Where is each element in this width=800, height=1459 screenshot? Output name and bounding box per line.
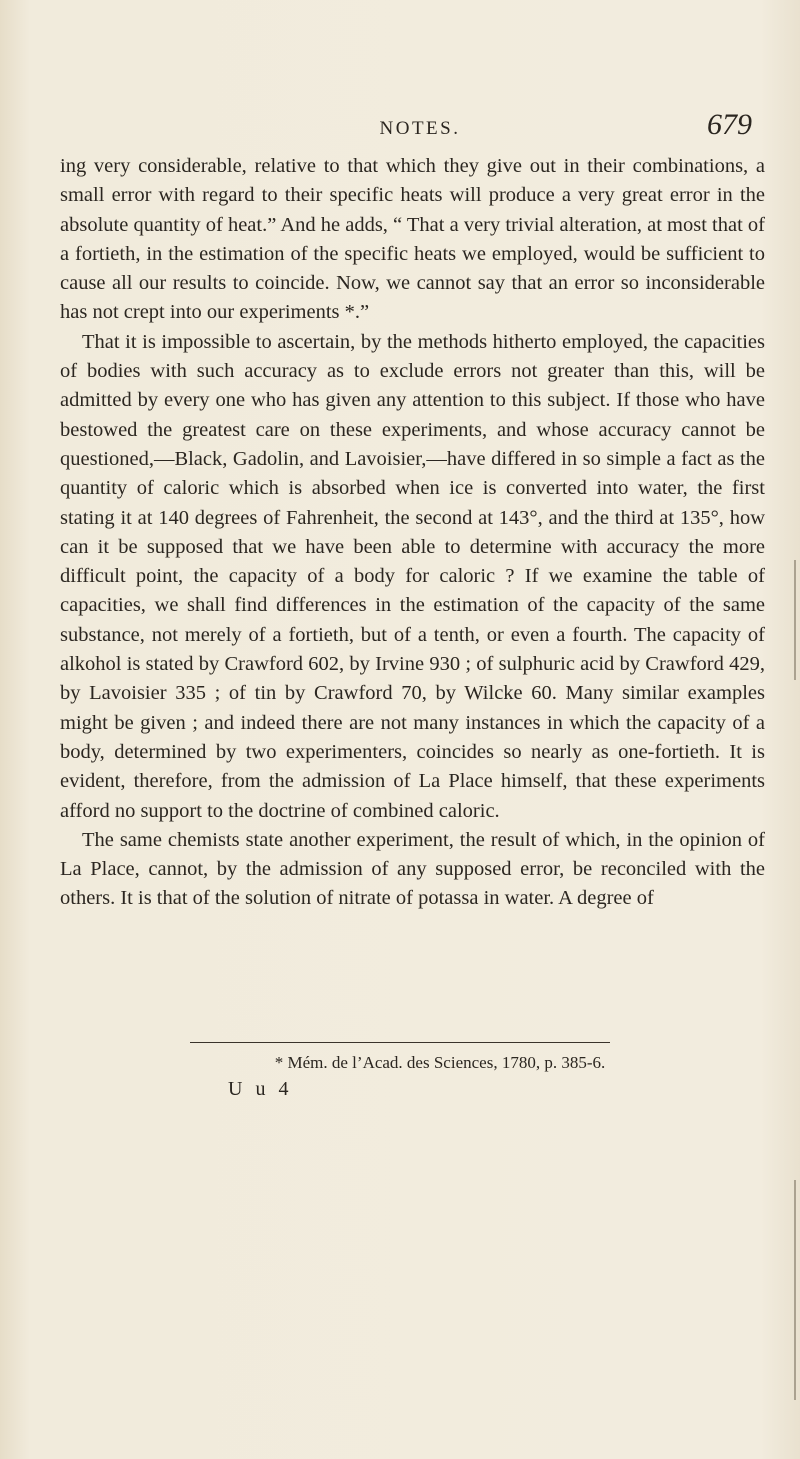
paragraph-3: The same chemists state another experiment, the result of which, in the opinion of La Place, cannot, by the admission of any supposed error, be reconciled with the others. It is that of the solution of nitrate of potassa in water. A degree of [60,828,765,910]
body-text [60,152,765,914]
paragraph-1: ing very considerable, relative to that which they give out in their combinations, a small error with regard to their specific heats will produce a very great error in the absolute quantity of heat.” And he adds, “ That a very trivial alteration, at most that of a fortieth, in the estimation of the specific heats we employed, would be sufficient to cause all our results to coincide. Now, we cannot say that an error so inconsiderable has not crept into our experiments *.” [60,155,765,324]
page-edge-shadow [794,1180,796,1400]
page-number: 679 [707,108,752,141]
running-head [60,108,760,142]
footnote: * Mém. de l’Acad. des Sciences, 1780, p. 385-6. [274,1053,606,1072]
page-edge-shadow [794,560,796,680]
signature-mark: U u 4 [228,1078,293,1100]
paragraph-2: That it is impossible to ascertain, by the methods hitherto employed, the capacities of bodies with such accuracy as to exclude errors not greater than this, will be admitted by every one who has given any attention to this subject. If those who have bestowed the greatest care on these experiments, and whose accuracy cannot be questioned,—Black, Gadolin, and Lavoisier,—have differed in so simple a fact as the quantity of caloric which is absorbed when ice is converted into water, the first stating it at 140 degrees of Fahrenheit, the second at 143°, and the third at 135°, how can it be supposed that we have been able to determine with accuracy the more difficult point, the capacity of a body for caloric ? If we examine the table of capacities, we shall find differences in the estimation of the capacity of the same substance, not merely of a fortieth, but of a tenth, or even a fourth. The capacity of alkohol is stated by Crawford 602, by Irvine 930 ; of sulphuric acid by Crawford 429, by Lavoisier 335 ; of tin by Crawford 70, by Wilcke 60. Many similar examples might be given ; and indeed there are not many instances in which the capacity of a body, determined by two experimenters, coincides so nearly as one-fortieth. It is evident, therefore, from the admission of La Place himself, that these experiments afford no support to the doctrine of combined caloric. [60,330,765,822]
running-title: NOTES. [379,118,461,139]
footnote-rule [190,1042,610,1043]
